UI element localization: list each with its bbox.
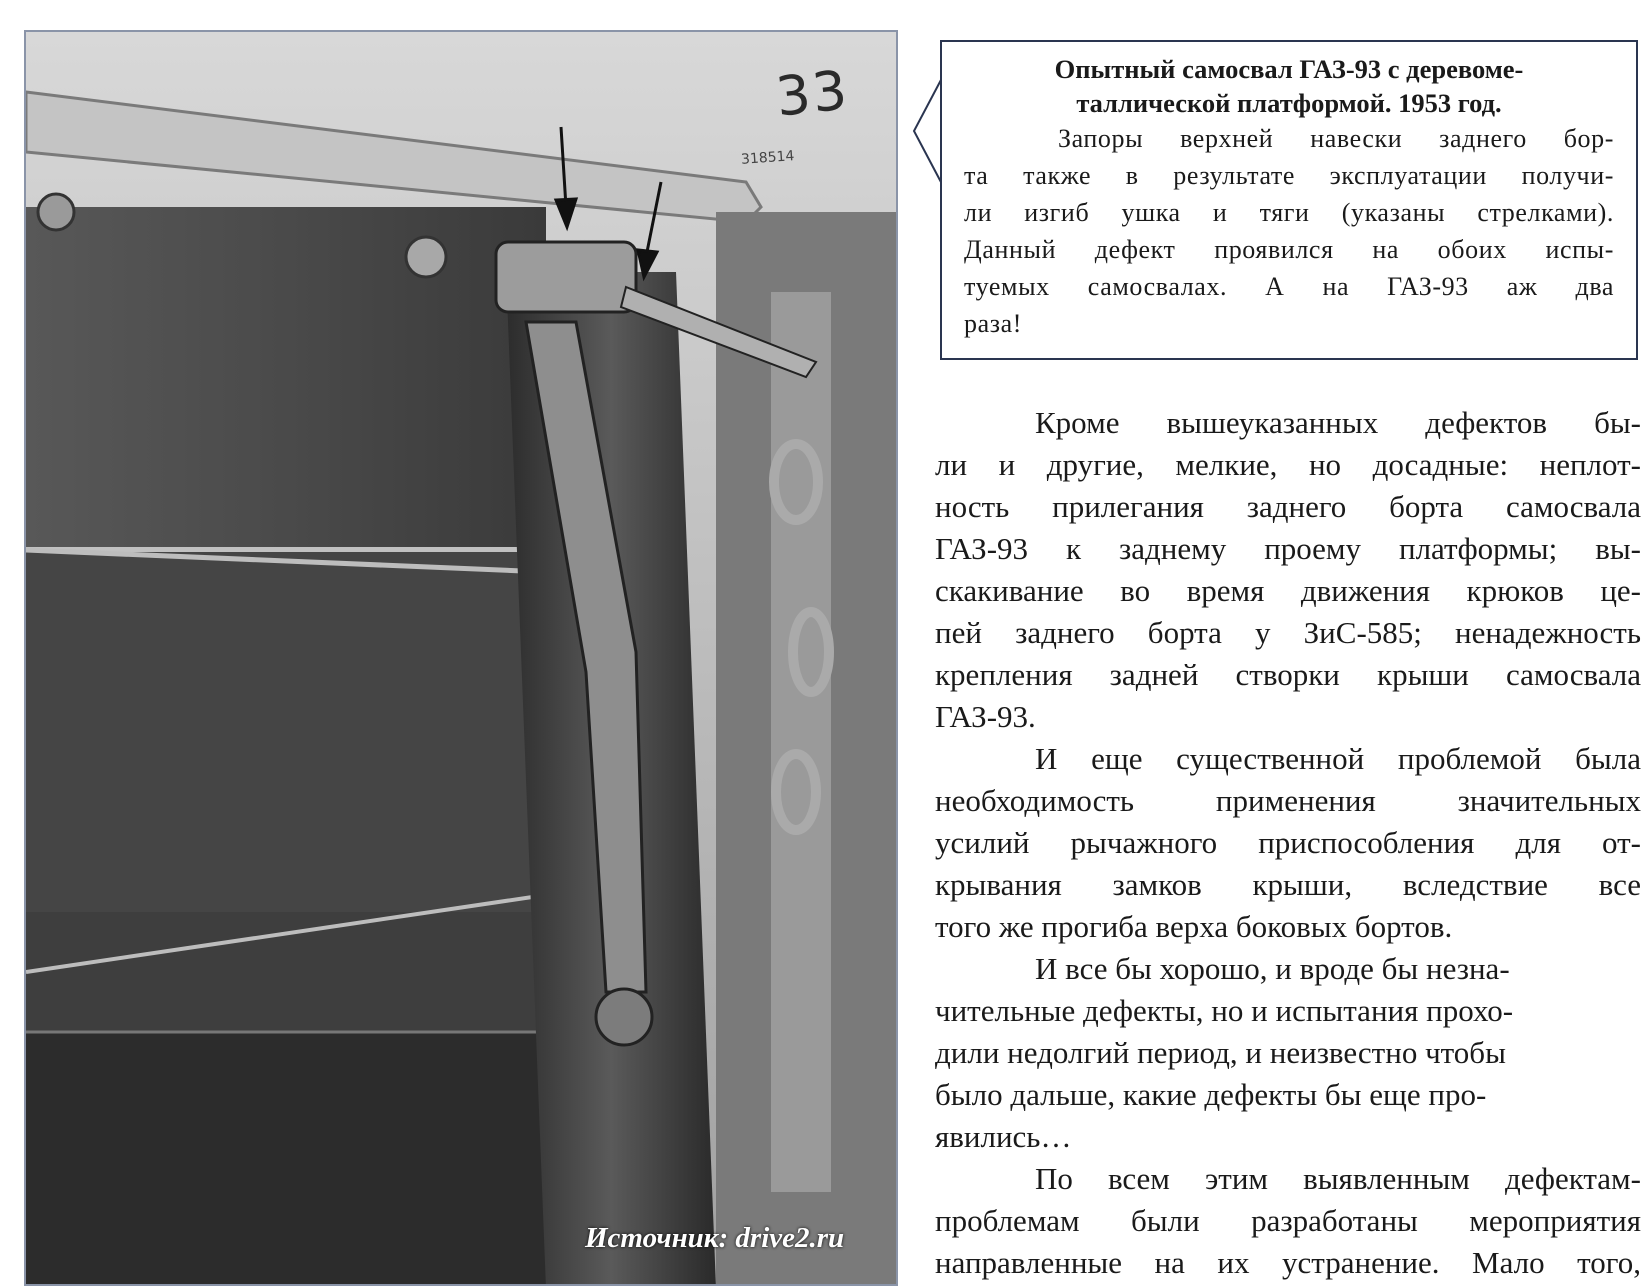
handwritten-number: 33 <box>772 58 852 129</box>
paragraph <box>935 948 1641 1158</box>
callout-line: Запоры верхней навески заднего бор- <box>1058 124 1614 153</box>
text-line: Кроме вышеуказанных дефектов бы- <box>1035 405 1641 440</box>
text-line: И еще существенной проблемой была <box>1035 741 1641 776</box>
callout-box <box>940 40 1638 360</box>
paragraph <box>935 1158 1641 1284</box>
callout-title-line: Опытный самосвал ГАЗ-93 с деревоме- <box>1054 54 1524 84</box>
text-line: того же прогиба верха боковых бортов. <box>935 909 1453 944</box>
text-line: скакивание во время движения крюков це- <box>935 573 1641 608</box>
text-line: крывания замков крыши, вследствие все <box>935 867 1641 902</box>
text-line: явились… <box>935 1119 1072 1154</box>
callout-line: туемых самосвалах. А на ГАЗ-93 аж два <box>964 272 1614 301</box>
article-text <box>935 402 1641 1284</box>
callout-line: раза! <box>964 309 1023 338</box>
callout-line: Данный дефект проявился на обоих испы- <box>964 235 1614 264</box>
callout-line: ли изгиб ушка и тяги (указаны стрелками). <box>964 198 1614 227</box>
text-line: ность прилегания заднего борта самосвала <box>935 489 1641 524</box>
source-caption: Источник: drive2.ru <box>585 1222 845 1254</box>
text-line: дили недолгий период, и неизвестно чтобы <box>935 1035 1506 1070</box>
photo-image <box>26 32 898 1286</box>
callout-line: та также в результате эксплуатации получи- <box>964 161 1614 190</box>
paragraph <box>935 738 1641 948</box>
text-line: И все бы хорошо, и вроде бы незна- <box>1035 951 1510 986</box>
text-line: ГАЗ-93 к заднему проему платформы; вы- <box>935 531 1641 566</box>
photo-reference-number: 318514 <box>740 148 795 168</box>
text-line: усилий рычажного приспособления для от- <box>935 825 1641 860</box>
text-line: ГАЗ-93. <box>935 699 1036 734</box>
text-line: направленные на их устранение. Мало того, <box>935 1245 1641 1280</box>
text-line: необходимость применения значительных <box>935 783 1641 818</box>
text-line: ли и другие, мелкие, но досадные: неплот- <box>935 447 1641 482</box>
callout-body <box>964 120 1614 342</box>
text-line: пей заднего борта у ЗиС-585; ненадежность <box>935 615 1641 650</box>
text-line: проблемам были разработаны мероприятия <box>935 1203 1641 1238</box>
callout-title <box>964 52 1614 120</box>
text-line: крепления задней створки крыши самосвала <box>935 657 1641 692</box>
text-line: чительные дефекты, но и испытания прохо- <box>935 993 1514 1028</box>
callout-title-line: таллической платформой. 1953 год. <box>1076 88 1502 118</box>
text-line: По всем этим выявленным дефектам- <box>1035 1161 1641 1196</box>
photo <box>24 30 898 1286</box>
paragraph <box>935 402 1641 738</box>
text-line: было дальше, какие дефекты бы еще про- <box>935 1077 1487 1112</box>
